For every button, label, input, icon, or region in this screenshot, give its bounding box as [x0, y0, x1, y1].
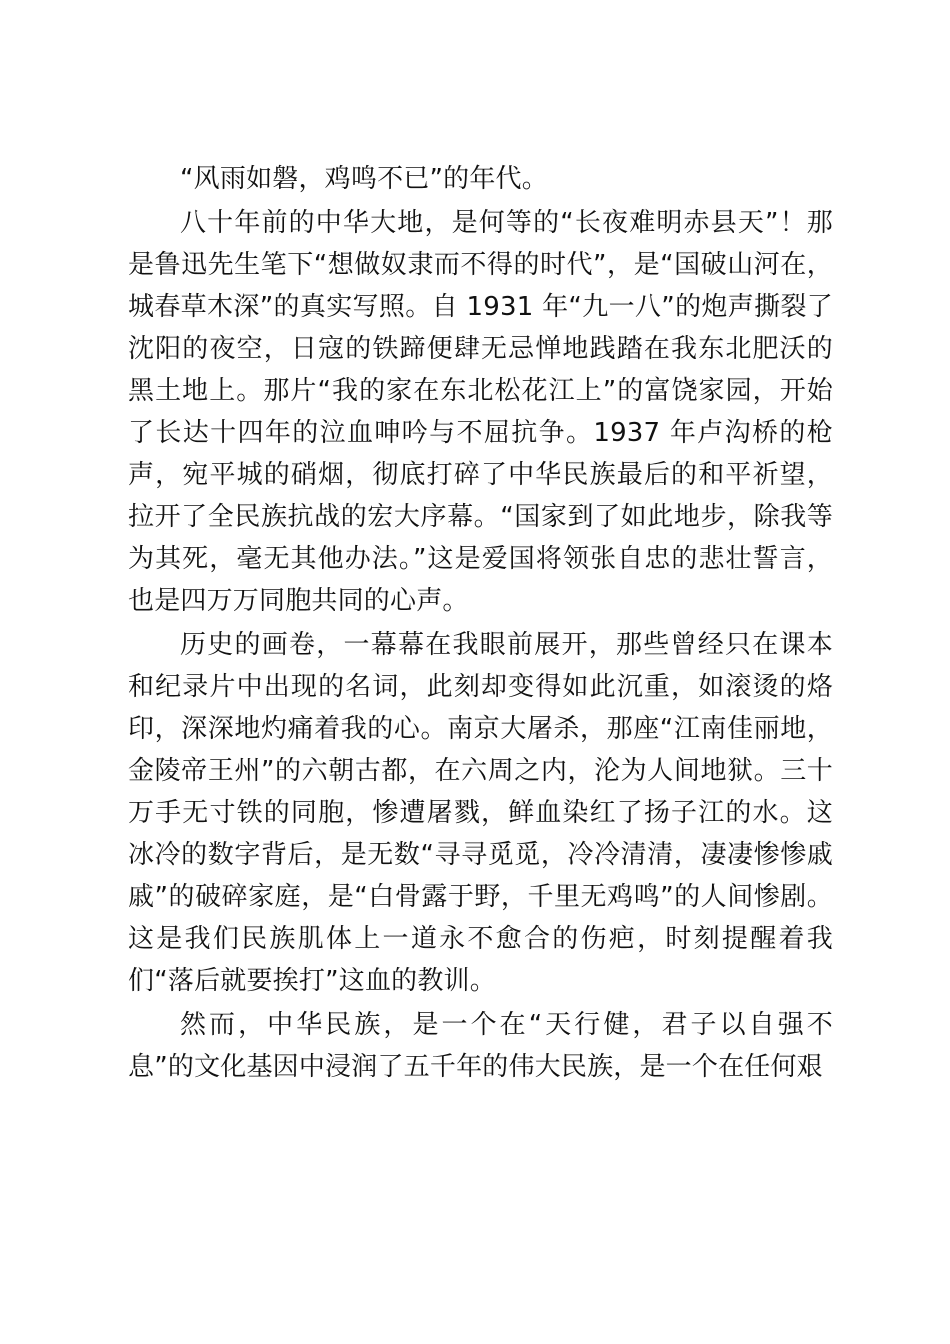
paragraph-2: 八十年前的中华大地，是何等的“长夜难明赤县天”！那是鲁迅先生笔下“想做奴隶而不得的时代”，是“国破山河在，城春草木深”的真实写照。自 1931 年“九一八”的炮声撕裂了沈阳的夜空，日寇的铁蹄便肆无忌惮地践踏在我东北肥沃的黑土地上。那片“我的家在东北松花江上”的富饶家园，开始了长达十四年的泣血呻吟与不屈抗争。1937 年卢沟桥的枪声，宛平城的硝烟，彻底打碎了中华民族最后的和平祈望，拉开了全民族抗战的宏大序幕。“国家到了如此地步，除我等为其死，毫无其他办法。”这是爱国将领张自忠的悲壮誓言，也是四万万同胞共同的心声。	[128, 208, 833, 616]
paragraph-4: 然而，中华民族，是一个在“天行健，君子以自强不息”的文化基因中浸润了五千年的伟大民族，是一个在任何艰	[128, 1010, 833, 1082]
paragraph-3: 历史的画卷，一幕幕在我眼前展开，那些曾经只在课本和纪录片中出现的名词，此刻却变得如此沉重，如滚烫的烙印，深深地灼痛着我的心。南京大屠杀，那座“江南佳丽地，金陵帝王州”的六朝古都，在六周之内，沦为人间地狱。三十万手无寸铁的同胞，惨遭屠戮，鲜血染红了扬子江的水。这冰冷的数字背后，是无数“寻寻觅觅，冷冷清清，凄凄惨惨戚戚”的破碎家庭，是“白骨露于野，千里无鸡鸣”的人间惨剧。这是我们民族肌体上一道永不愈合的伤疤，时刻提醒着我们“落后就要挨打”这血的教训。	[128, 630, 833, 996]
document-body	[128, 158, 833, 1088]
paragraph-1: “风雨如磐，鸡鸣不已”的年代。	[180, 164, 548, 194]
